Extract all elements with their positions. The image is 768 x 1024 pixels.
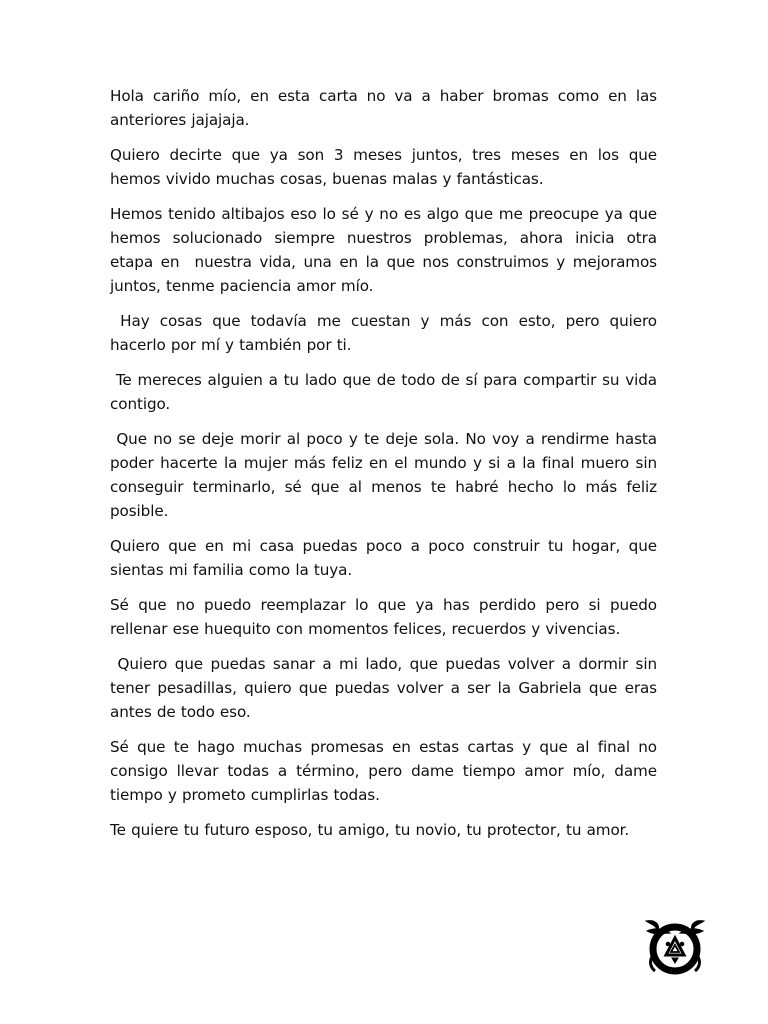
letter-paragraph-3: Hemos tenido altibajos eso lo sé y no es algo que me preocupe ya que hemos solucionado siempre nuestros problemas, ahora inicia otra etapa en nuestra vida, una en la que nos construimos y mejoramos juntos, tenme paciencia amor mío. bbox=[110, 205, 663, 295]
letter-paragraph-9: Quiero que puedas sanar a mi lado, que puedas volver a dormir sin tener pesadillas, quiero que puedas volver a ser la Gabriela que eras antes de todo eso. bbox=[110, 655, 663, 721]
letter-paragraph-4: Hay cosas que todavía me cuestan y más con esto, pero quiero hacerlo por mí y también por ti. bbox=[110, 312, 663, 354]
letter-paragraph-10: Sé que te hago muchas promesas en estas cartas y que al final no consigo llevar todas a término, pero dame tiempo amor mío, dame tiempo y prometo cumplirlas todas. bbox=[110, 738, 663, 804]
letter-paragraph-7: Quiero que en mi casa puedas poco a poco construir tu hogar, que sientas mi familia como la tuya. bbox=[110, 537, 663, 579]
letter-paragraph-1: Hola cariño mío, en esta carta no va a haber bromas como en las anteriores jajajaja. bbox=[110, 87, 663, 129]
letter-paragraph-8: Sé que no puedo reemplazar lo que ya has perdido pero si puedo rellenar ese huequito con momentos felices, recuerdos y vivencias. bbox=[110, 596, 663, 638]
letter-body bbox=[110, 84, 663, 853]
letter-paragraph-2: Quiero decirte que ya son 3 meses juntos, tres meses en los que hemos vivido muchas cosas, buenas malas y fantásticas. bbox=[110, 146, 663, 188]
ouroboros-emblem-icon bbox=[638, 911, 712, 979]
letter-closing: Te quiere tu futuro esposo, tu amigo, tu novio, tu protector, tu amor. bbox=[110, 821, 630, 839]
letter-paragraph-6: Que no se deje morir al poco y te deje sola. No voy a rendirme hasta poder hacerte la mujer más feliz en el mundo y si a la final muero sin conseguir terminarlo, sé que al menos te habré hecho lo más feliz posible. bbox=[110, 430, 663, 520]
letter-paragraph-5: Te mereces alguien a tu lado que de todo de sí para compartir su vida contigo. bbox=[110, 371, 663, 413]
